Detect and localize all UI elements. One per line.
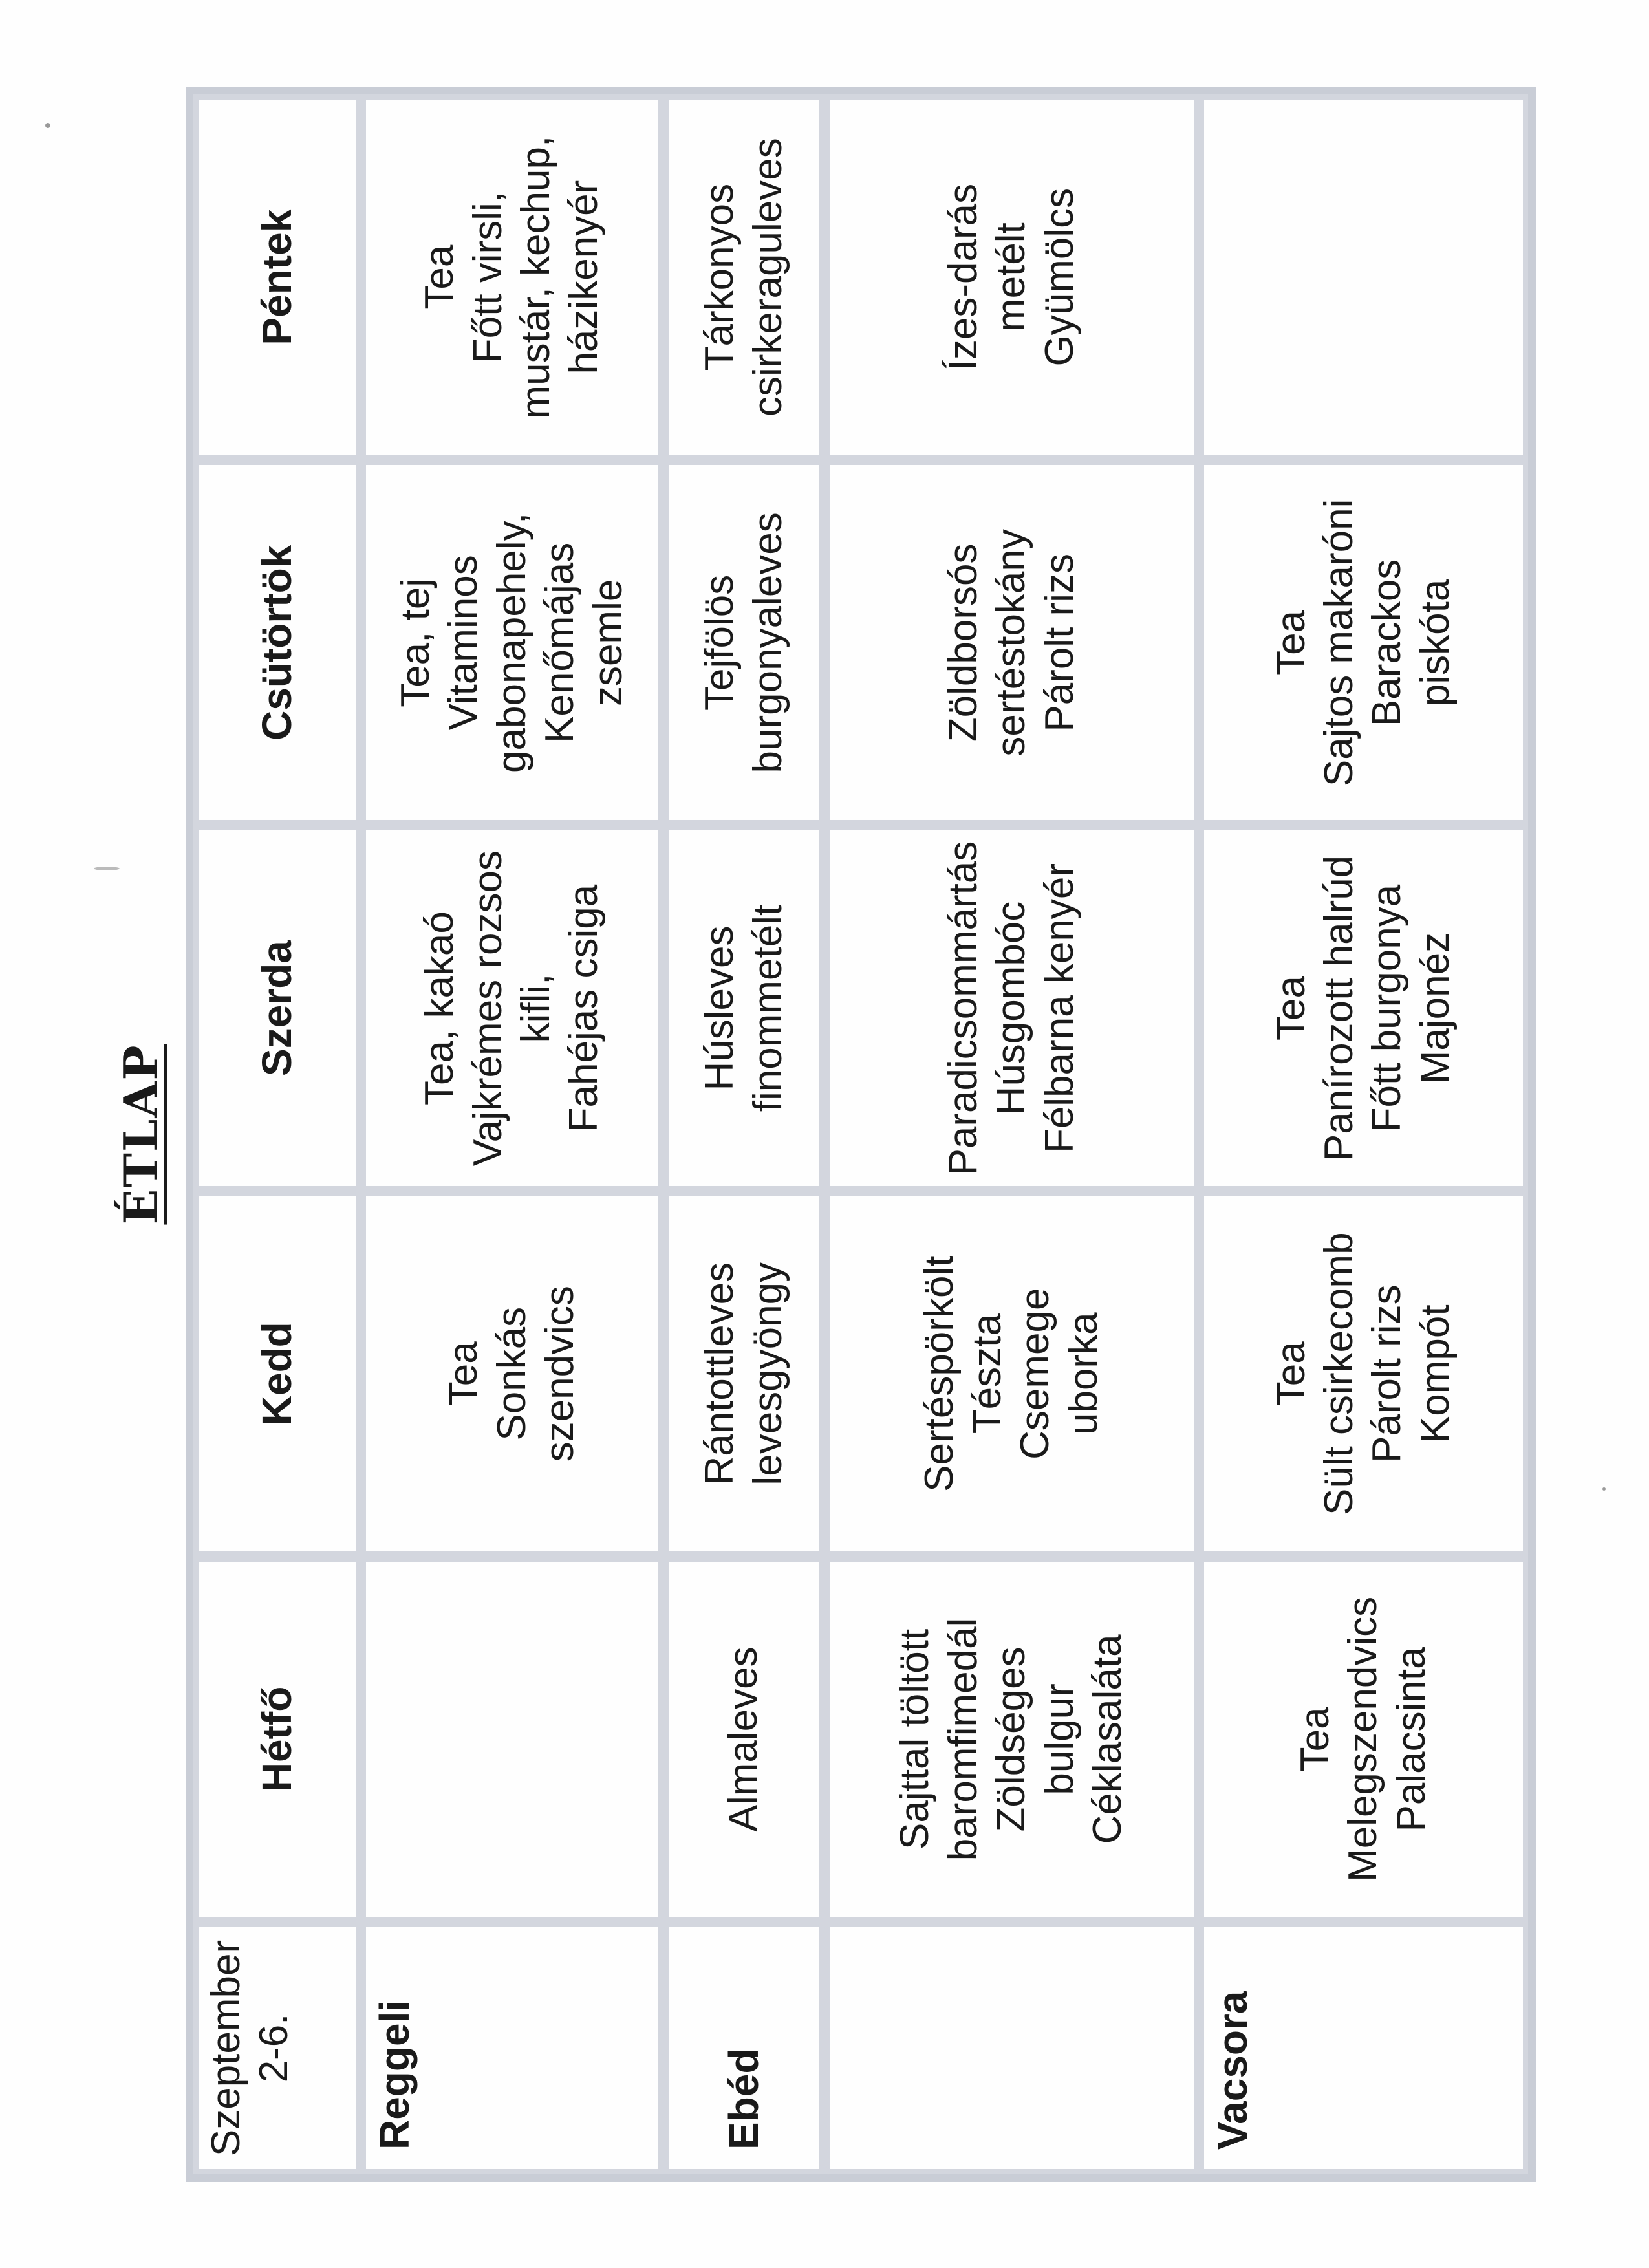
meal-line: Kenőmájas <box>537 542 583 743</box>
meal-cell <box>1199 1556 1528 1921</box>
meal-label-dinner: Vacsora <box>1199 1922 1528 2174</box>
meal-line: bulgur <box>1037 1683 1082 1795</box>
meal-line: Sült csirkecomb <box>1317 1231 1362 1515</box>
meal-line: Félbarna kenyér <box>1037 863 1082 1153</box>
meal-line: levesgyöngy <box>745 1262 790 1485</box>
meal-line: Főtt burgonya <box>1364 884 1410 1132</box>
meal-line: metélt <box>989 222 1034 332</box>
meal-cell <box>663 94 824 460</box>
meal-line: Almaleves <box>721 1646 766 1831</box>
menu-table <box>186 87 1536 2182</box>
meal-line: mustár, kechup, <box>513 135 558 418</box>
meal-label-breakfast: Reggeli <box>361 1922 664 2174</box>
meal-cell <box>824 94 1199 460</box>
meal-line: Céklasaláta <box>1085 1634 1130 1844</box>
meal-line: házikenyér <box>561 180 607 374</box>
meal-line: szendvics <box>537 1285 583 1462</box>
lunch-soup-row <box>663 94 824 2174</box>
meal-cell <box>663 1191 824 1556</box>
meal-line: baromfimedál <box>940 1617 986 1861</box>
meal-cell <box>824 1556 1199 1921</box>
week-date <box>193 1922 361 2174</box>
meal-line: Tea <box>1268 610 1313 675</box>
meal-line: Tea <box>441 1341 486 1406</box>
meal-line: Tea, kakaó <box>417 911 462 1105</box>
meal-line: Tejfölös <box>697 574 742 711</box>
menu-page <box>113 87 1536 2182</box>
day-header-tuesday: Kedd <box>193 1191 361 1556</box>
header-row <box>193 94 361 2174</box>
meal-line: Panírozott halrúd <box>1317 855 1362 1161</box>
day-header-wednesday: Szerda <box>193 825 361 1191</box>
meal-line: Párolt rizs <box>1037 553 1082 732</box>
meal-line: sertéstokány <box>989 528 1034 757</box>
meal-line: Sonkás <box>489 1306 534 1441</box>
meal-line: Húsleves <box>697 925 742 1091</box>
meal-cell <box>1199 825 1528 1191</box>
day-header-thursday: Csütörtök <box>193 460 361 825</box>
meal-line: uborka <box>1061 1312 1106 1435</box>
meal-line: gabonapehely, <box>489 512 534 773</box>
meal-line: Zöldborsós <box>940 543 986 742</box>
meal-line: Húsgombóc <box>989 901 1034 1115</box>
week-days: 2-6. <box>252 2013 297 2082</box>
page-title: ÉTLAP <box>113 1043 168 1225</box>
empty-label-cell <box>824 1922 1199 2174</box>
meal-cell <box>1199 94 1528 460</box>
meal-cell <box>361 94 664 460</box>
day-header-monday: Hétfő <box>193 1556 361 1921</box>
meal-line: Zöldséges <box>989 1646 1034 1831</box>
lunch-main-row <box>824 94 1199 2174</box>
meal-cell <box>663 460 824 825</box>
meal-line: Rántottleves <box>697 1262 742 1485</box>
meal-line: Tea, tej <box>393 578 438 707</box>
dinner-row <box>1199 94 1528 2174</box>
meal-cell <box>361 1556 664 1921</box>
meal-line: Gyümölcs <box>1037 188 1082 366</box>
meal-line: Sertéspörkölt <box>916 1255 962 1492</box>
meal-line: Palacsinta <box>1388 1646 1434 1831</box>
meal-line: Barackos <box>1364 559 1410 726</box>
meal-line: Főtt virsli, <box>465 191 510 363</box>
meal-line: Párolt rizs <box>1364 1284 1410 1463</box>
meal-line: Vajkrémes rozsos <box>465 850 510 1166</box>
meal-line: piskóta <box>1412 579 1458 706</box>
meal-cell <box>1199 460 1528 825</box>
meal-line: Ízes-darás <box>940 183 986 371</box>
meal-line: Vitaminos <box>441 554 486 730</box>
meal-line: burgonyaleves <box>745 512 790 773</box>
meal-line: Sajtos makaróni <box>1317 499 1362 786</box>
meal-line: csirkeraguleves <box>745 137 790 416</box>
meal-cell <box>824 825 1199 1191</box>
breakfast-row <box>361 94 664 2174</box>
meal-cell <box>663 1556 824 1921</box>
meal-line: Sajttal töltött <box>892 1628 938 1850</box>
meal-line: Majonéz <box>1412 932 1458 1084</box>
meal-label-lunch: Ebéd <box>663 1922 824 2174</box>
meal-line: Tea <box>1268 1341 1313 1406</box>
day-header-friday: Péntek <box>193 94 361 460</box>
meal-line: Tea <box>417 244 462 310</box>
meal-line: Melegszendvics <box>1341 1596 1386 1882</box>
meal-line: Tárkonyos <box>697 183 742 371</box>
meal-line: Paradicsommártás <box>940 841 986 1175</box>
meal-line: finommetélt <box>745 904 790 1112</box>
meal-cell <box>1199 1191 1528 1556</box>
meal-line: Tea <box>1268 975 1313 1041</box>
meal-cell <box>824 460 1199 825</box>
meal-line: kifli, <box>513 973 558 1042</box>
meal-line: Kompót <box>1412 1304 1458 1443</box>
meal-cell <box>663 825 824 1191</box>
meal-line: Tészta <box>965 1313 1010 1434</box>
meal-line: Fahéjas csiga <box>561 884 607 1132</box>
meal-line: Tea <box>1292 1706 1337 1771</box>
meal-cell <box>824 1191 1199 1556</box>
meal-line: zsemle <box>585 579 630 706</box>
meal-cell <box>361 460 664 825</box>
week-month: Szeptember <box>204 1939 248 2156</box>
meal-cell <box>361 825 664 1191</box>
meal-cell <box>361 1191 664 1556</box>
meal-line: Csemege <box>1013 1288 1058 1460</box>
